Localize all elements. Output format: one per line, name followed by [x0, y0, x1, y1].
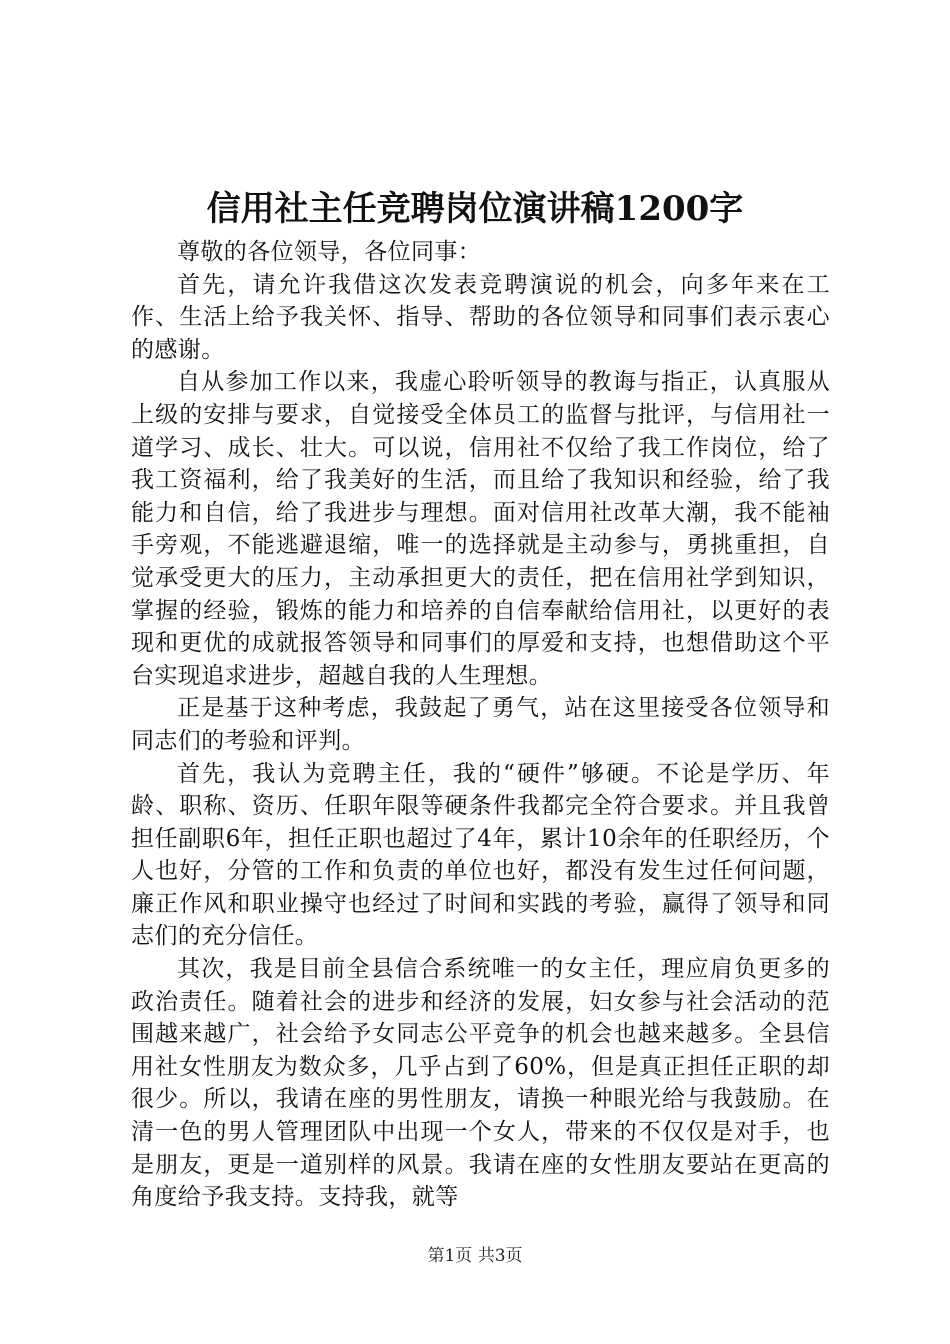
document-body	[131, 236, 830, 1214]
paragraph: 其次，我是目前全县信合系统唯一的女主任，理应肩负更多的政治责任。随着社会的进步和经济的发展，妇女参与社会活动的范围越来越广，社会给予女同志公平竞争的机会也越来越多。全县信用社女性朋友为数众多，几乎占到了60%，但是真正担任正职的却很少。所以，我请在座的男性朋友，请换一种眼光给与我鼓励。在清一色的男人管理团队中出现一个女人，带来的不仅仅是对手，也是朋友，更是一道别样的风景。我请在座的女性朋友要站在更高的角度给予我支持。支持我，就等	[131, 956, 830, 1211]
paragraph: 首先，我认为竞聘主任，我的“硬件”够硬。不论是学历、年龄、职称、资历、任职年限等硬条件我都完全符合要求。并且我曾担任副职6年，担任正职也超过了4年，累计10余年的任职经历，个人也好，分管的工作和负责的单位也好，都没有发生过任何问题，廉正作风和职业操守也经过了时间和实践的考验，赢得了领导和同志们的充分信任。	[131, 760, 830, 950]
paragraph: 首先，请允许我借这次发表竞聘演说的机会，向多年来在工作、生活上给予我关怀、指导、帮助的各位领导和同事们表示衷心的感谢。	[131, 271, 830, 363]
salutation: 尊敬的各位领导，各位同事：	[177, 239, 482, 265]
paragraph: 正是基于这种考虑，我鼓起了勇气，站在这里接受各位领导和同志们的考验和评判。	[131, 695, 830, 754]
page-footer: 第1页 共3页	[427, 1246, 523, 1266]
paragraph: 自从参加工作以来，我虚心聆听领导的教诲与指正，认真服从上级的安排与要求，自觉接受全体员工的监督与批评，与信用社一道学习、成长、壮大。可以说，信用社不仅给了我工作岗位，给了我工资福利，给了我美好的生活，而且给了我知识和经验，给了我能力和自信，给了我进步与理想。面对信用社改革大潮，我不能袖手旁观，不能逃避退缩，唯一的选择就是主动参与，勇挑重担，自觉承受更大的压力，主动承担更大的责任，把在信用社学到知识，掌握的经验，锻炼的能力和培养的自信奉献给信用社，以更好的表现和更优的成就报答领导和同事们的厚爱和支持，也想借助这个平台实现追求进步，超越自我的人生理想。	[131, 369, 830, 689]
document-title: 信用社主任竞聘岗位演讲稿1200字	[206, 189, 744, 229]
